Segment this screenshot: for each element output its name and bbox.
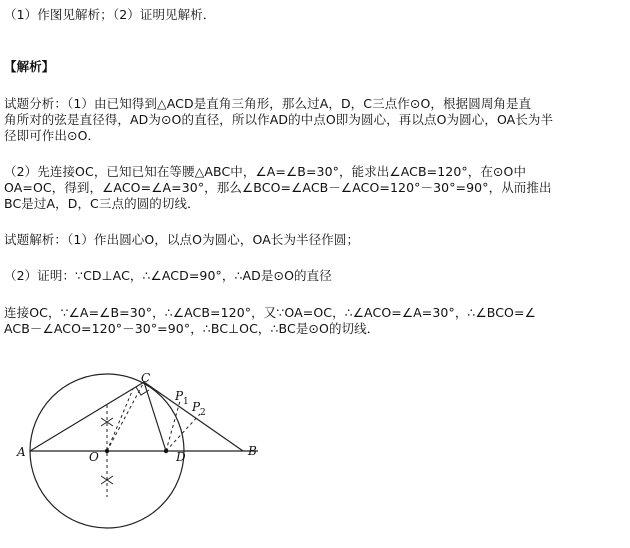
label-d: D — [176, 450, 186, 464]
solution-step2: （2）证明：∵CD⊥AC，∴∠ACD=90°，∴AD是⊙O的直径 — [4, 268, 332, 283]
label-a: A — [17, 445, 26, 459]
solution-step3-line1: 连接OC，∵∠A=∠B=30°，∴∠ACB=120°，又∵OA=OC，∴∠ACO=∠A=30°，∴∠BCO=∠ — [4, 305, 536, 320]
solution-step1: 试题解析：（1）作出圆心O，以点O为圆心，OA长为半径作圆； — [4, 232, 360, 247]
analysis-header: 【解析】 — [4, 59, 55, 74]
label-c: C — [141, 371, 151, 385]
segment-cd — [144, 382, 166, 451]
point-d — [164, 449, 168, 453]
segment-ac — [30, 382, 144, 451]
label-b: B — [248, 444, 257, 458]
label-o: O — [89, 450, 99, 464]
segment-oc-dashed — [107, 382, 144, 451]
solution-step3-line2: ACB－∠ACO=120°－30°=90°，∴BC⊥OC，∴BC是⊙O的切线． — [4, 321, 380, 336]
right-angle-mark — [136, 387, 149, 395]
analysis-part1-line2: 角所对的弦是直径得，AD为⊙O的直径，所以作AD的中点O即为圆心，再以点O为圆心，OA长为半 — [4, 112, 554, 127]
analysis-part1-line3: 径即可作出⊙O． — [4, 128, 101, 143]
label-p2-sub: 2 — [200, 408, 206, 418]
analysis-part2-line1: （2）先连接OC，已知已知在等腰△ABC中，∠A=∠B=30°，能求出∠ACB=120°，在⊙O中 — [4, 164, 527, 179]
label-p1-sub: 1 — [183, 397, 189, 407]
segment-cb — [144, 382, 243, 451]
point-o — [105, 449, 109, 453]
construction-line-dp1 — [166, 401, 180, 451]
label-p2: P — [192, 400, 201, 414]
answer-line: （1）作图见解析；（2）证明见解析． — [4, 7, 216, 22]
analysis-part2-line2: OA=OC，得到，∠ACO=∠A=30°，那么∠BCO=∠ACB－∠ACO=120°－30°=90°，从而推出 — [4, 180, 552, 195]
analysis-part2-line3: BC是过A，D，C三点的圆的切线． — [4, 196, 200, 211]
label-p1: P — [175, 389, 184, 403]
analysis-part1-line1: 试题分析：（1）由已知得到△ACD是直角三角形，那么过A，D，C三点作⊙O，根据圆周角是直 — [4, 96, 532, 111]
